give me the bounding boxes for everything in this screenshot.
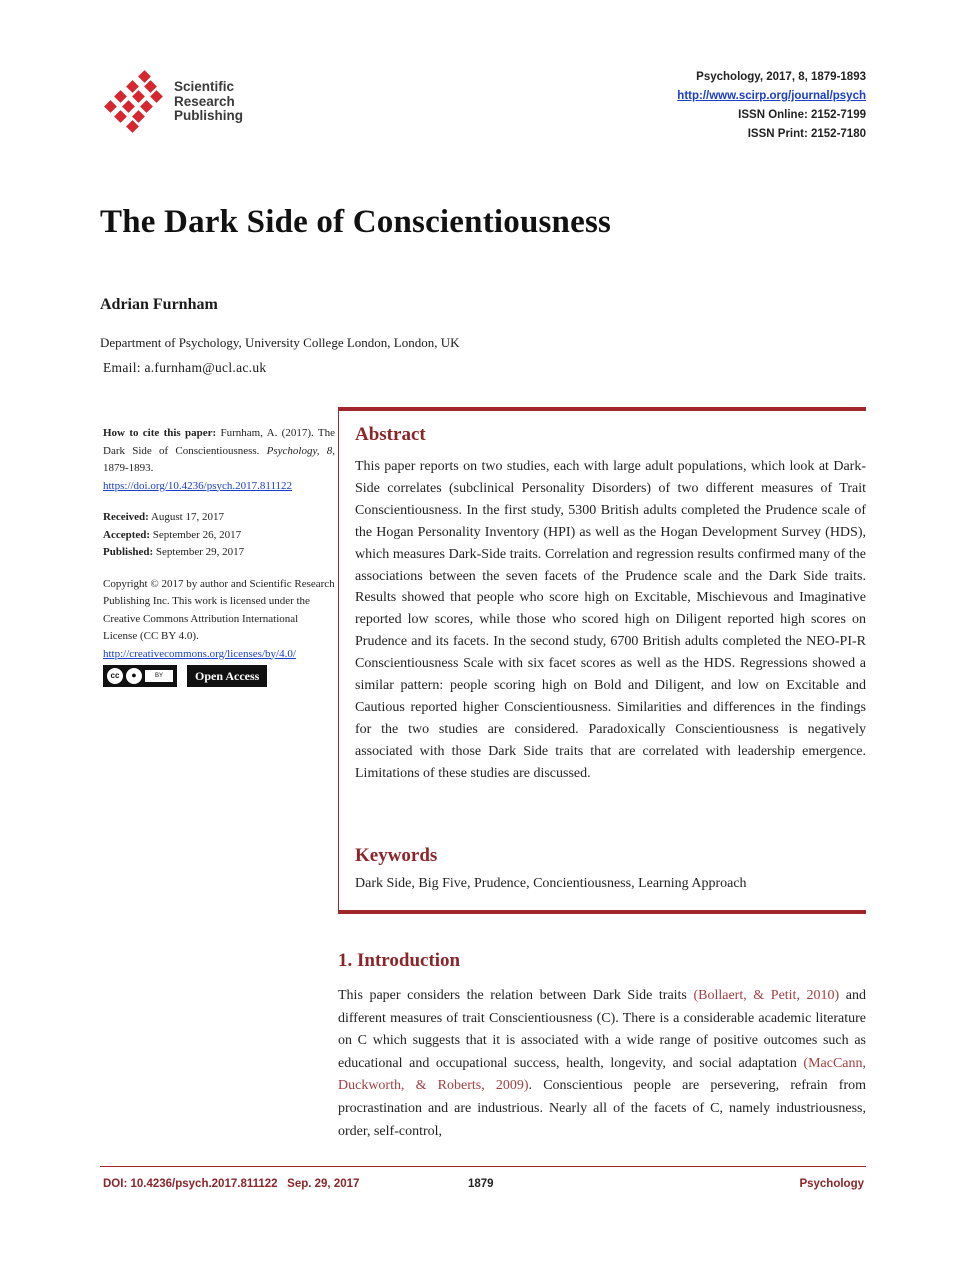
- intro-part-2: and different measures of trait Conscientiousness (C). There is a considerable academic literature on C which suggests that it is associated with a wide range of positive outcomes such as educational and occupational success, health, longevity, and social adaptation: [338, 988, 866, 1071]
- paper-title: The Dark Side of Conscientiousness: [100, 204, 612, 240]
- cite-label: How to cite this paper:: [103, 427, 217, 439]
- intro-part-3: . Conscientious people are persevering, refrain from procrastination and are industrious. Nearly all of the facets of C, namely industriousness, order, self-control,: [338, 1078, 867, 1139]
- license-link[interactable]: http://creativecommons.org/licenses/by/4.0/: [103, 647, 296, 660]
- author-name: Adrian Furnham: [100, 296, 218, 313]
- abstract-left-divider: [338, 411, 339, 910]
- reference-link[interactable]: (Bollaert, & Petit, 2010): [693, 988, 840, 1003]
- published-label: Published:: [103, 546, 154, 558]
- dates-block: [103, 509, 335, 562]
- received-label: Received:: [103, 511, 149, 523]
- cc-by-badge-icon[interactable]: [103, 665, 177, 687]
- intro-part-1: This paper considers the relation between Dark Side traits: [338, 988, 694, 1003]
- publisher-name-line-3: Publishing: [174, 108, 243, 123]
- journal-citation: Psychology, 2017, 8, 1879-1893: [696, 71, 866, 83]
- publisher-name-line-1: Scientific: [174, 79, 235, 94]
- cc-icon: cc: [107, 668, 123, 684]
- issn-online: ISSN Online: 2152-7199: [738, 109, 866, 121]
- person-icon: ●: [126, 668, 142, 684]
- keywords-heading: Keywords: [355, 845, 438, 866]
- by-label: BY: [145, 670, 173, 682]
- open-access-badge[interactable]: Open Access: [187, 665, 267, 687]
- journal-info: [677, 68, 866, 144]
- citation-block: [103, 425, 335, 495]
- author-affiliation: Department of Psychology, University College London, London, UK: [100, 335, 460, 350]
- author-email: Email: a.furnham@ucl.ac.uk: [103, 360, 267, 375]
- cite-text: Furnham, A. (2017). The Dark Side of Conscientiousness.: [103, 427, 335, 457]
- cite-pages: 1879-1893.: [103, 462, 154, 474]
- footer-doi-text: DOI: 10.4236/psych.2017.811122: [103, 1178, 278, 1190]
- footer-page-number: 1879: [468, 1178, 494, 1190]
- journal-url-link[interactable]: http://www.scirp.org/journal/psych: [677, 90, 866, 102]
- abstract-top-rule: [338, 407, 866, 411]
- accepted-label: Accepted:: [103, 528, 151, 541]
- abstract-bottom-rule: [338, 910, 866, 914]
- doi-link[interactable]: https://doi.org/10.4236/psych.2017.811122: [103, 479, 293, 492]
- issn-print: ISSN Print: 2152-7180: [747, 128, 866, 140]
- footer-date: Sep. 29, 2017: [287, 1178, 360, 1190]
- sidebar-metadata: [103, 425, 335, 687]
- footer-rule: [100, 1166, 866, 1167]
- abstract-text: This paper reports on two studies, each with large adult populations, which look at Dark-Side correlates (subclinical Personality Disorders) of two different measures of Trait Conscientiousness. In the first study, 5300 British adults completed the Prudence scale of the Hogan Personality Inventory (HPI) as well as the Hogan Development Survey (HDS), which measures Dark-Side traits. Correlation and regression results confirmed many of the associations between the seven facets of the Prudence scale and the Dark Side traits. Results showed that people who score high on Excitable, Mischievous and Imaginative reported low scores, while those who scored high on Diligent reported high scores on Prudence and its facets. In the second study, 6700 British adults completed the NEO-PI-R Conscientiousness Scale with six facet scores as well as the HDS. Regressions showed a similar pattern: people scoring high on Bold and Diligent, and low on Excitable and Cautious reported higher Conscientiousness. Similarities and differences in the findings for the two studies are considered. Paradoxically Conscientiousness is negatively associated with those Dark Side traits that are correlated with leadership emergence. Limitations of these studies are discussed.: [355, 459, 866, 781]
- license-badges: [103, 665, 335, 687]
- copyright-block: [103, 576, 335, 664]
- introduction-text: [338, 985, 866, 1143]
- publisher-logo-mark-icon: [104, 70, 168, 134]
- reference-link[interactable]: (MacCann, Duckworth, & Roberts, 2009): [338, 1055, 866, 1094]
- footer-journal-name: Psychology: [799, 1178, 864, 1190]
- received-date: August 17, 2017: [148, 511, 224, 523]
- published-date: September 29, 2017: [153, 546, 245, 558]
- accepted-date: September 26, 2017: [150, 528, 242, 541]
- introduction-heading: 1. Introduction: [338, 950, 461, 971]
- publisher-logo: [104, 70, 264, 134]
- copyright-text: Copyright © 2017 by author and Scientific Research Publishing Inc. This work is licensed under the Creative Commons Attribution International License (CC BY 4.0).: [103, 577, 335, 642]
- footer-doi: [103, 1178, 359, 1190]
- abstract-heading: Abstract: [355, 424, 426, 445]
- publisher-name-line-2: Research: [174, 93, 235, 109]
- publisher-name: [174, 80, 243, 124]
- cite-journal: Psychology, 8,: [266, 444, 335, 457]
- keywords-text: Dark Side, Big Five, Prudence, Concientiousness, Learning Approach: [355, 876, 747, 891]
